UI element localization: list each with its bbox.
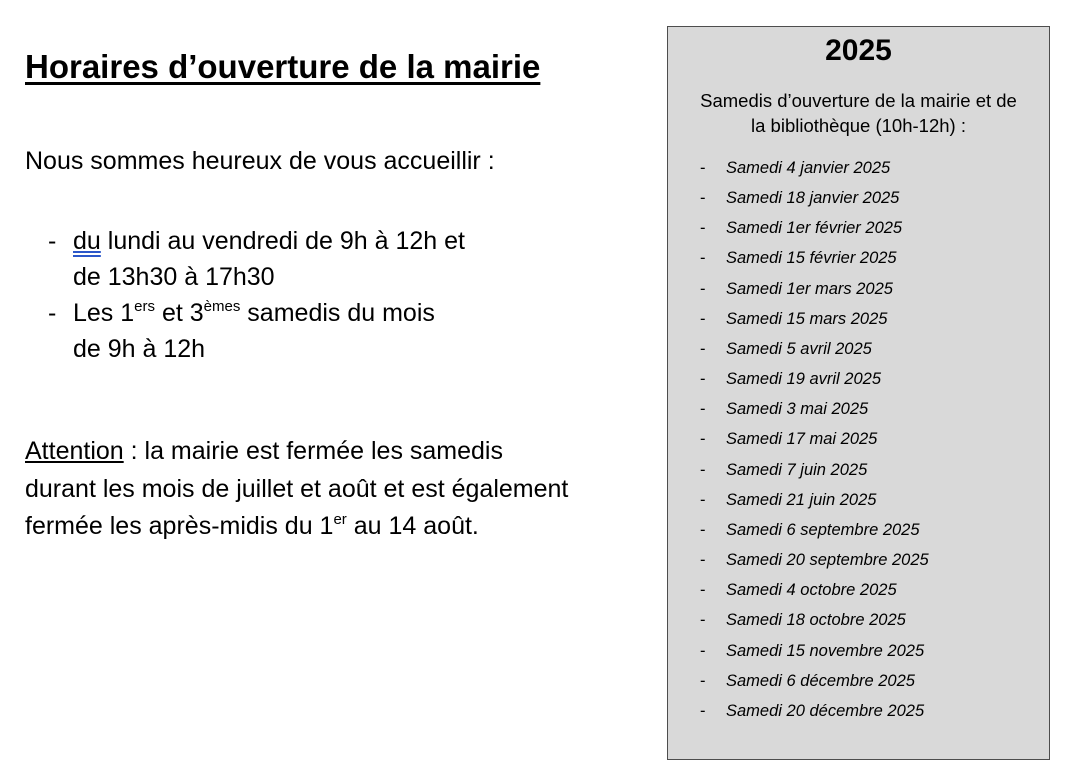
date-list-item: [700, 334, 929, 364]
date-text: Samedi 15 novembre 2025: [726, 641, 925, 660]
date-list-item: [700, 183, 929, 213]
date-list-item: [700, 394, 929, 424]
bullet-dash: -: [700, 400, 706, 419]
panel-subtitle-line2: la bibliothèque (10h-12h) :: [751, 115, 966, 136]
attention-line1: : la mairie est fermée les samedis: [123, 437, 503, 465]
date-text: Samedi 20 septembre 2025: [726, 551, 929, 570]
attention-line2: durant les mois de juillet et août et est également: [25, 474, 569, 503]
bullet-dash: -: [700, 430, 706, 449]
weekdays-line1-text: lundi au vendredi de 9h à 12h et: [100, 227, 465, 255]
bullet-dash: -: [700, 581, 706, 600]
bullet-dash: -: [700, 611, 706, 630]
bullet-dash: -: [700, 219, 706, 238]
saturdays-text-part1: Les 1: [73, 299, 135, 327]
date-text: Samedi 18 janvier 2025: [726, 189, 900, 208]
intro-text: Nous sommes heureux de vous accueillir :: [25, 147, 495, 175]
panel-year: 2025: [825, 34, 892, 67]
hours-item-weekdays-line2: de 13h30 à 17h30: [73, 263, 275, 291]
date-text: Samedi 4 janvier 2025: [726, 159, 891, 177]
date-text: Samedi 6 septembre 2025: [726, 520, 920, 539]
date-text: Samedi 7 juin 2025: [726, 460, 868, 479]
superscript-ers: ers: [134, 298, 156, 315]
date-text: Samedi 18 octobre 2025: [726, 611, 906, 630]
bullet-dash: -: [700, 671, 706, 690]
date-list-item: [700, 304, 929, 334]
hours-item-saturdays-line2: de 9h à 12h: [73, 335, 206, 363]
saturday-openings-panel: [667, 26, 1050, 760]
date-list-item: [700, 424, 929, 454]
bullet-dash: -: [700, 370, 706, 389]
saturdays-text-part3: samedis du mois: [240, 299, 435, 327]
date-list-item: [700, 274, 929, 304]
panel-subtitle-line1: Samedis d’ouverture de la mairie et de: [700, 90, 1017, 111]
hours-item-weekdays: [48, 223, 465, 295]
date-text: Samedi 4 octobre 2025: [726, 581, 897, 600]
date-text: Samedi 1er février 2025: [726, 219, 903, 238]
date-text: Samedi 15 mars 2025: [726, 309, 888, 328]
bullet-dash: -: [700, 701, 706, 720]
date-list-item: [700, 455, 929, 485]
date-list-item: [700, 575, 929, 605]
bullet-dash: -: [700, 339, 706, 358]
saturday-dates-list: [700, 153, 929, 726]
hours-item-saturdays: [48, 295, 465, 367]
date-text: Samedi 3 mai 2025: [726, 400, 869, 419]
attention-notice: [25, 433, 568, 546]
bullet-dash: -: [48, 227, 57, 255]
date-list-item: [700, 545, 929, 575]
date-list-item: [700, 636, 929, 666]
date-text: Samedi 17 mai 2025: [726, 430, 878, 449]
date-list-item: [700, 485, 929, 515]
date-list-item: [700, 515, 929, 545]
date-text: Samedi 21 juin 2025: [726, 490, 877, 509]
date-text: Samedi 5 avril 2025: [726, 339, 872, 358]
date-list-item: [700, 605, 929, 635]
bullet-dash: -: [700, 159, 706, 177]
date-text: Samedi 6 décembre 2025: [726, 671, 915, 690]
date-list-item: [700, 213, 929, 243]
bullet-dash: -: [700, 551, 706, 570]
date-text: Samedi 19 avril 2025: [726, 370, 882, 389]
superscript-er: er: [333, 511, 347, 528]
bullet-dash: -: [700, 249, 706, 268]
date-list-item: [700, 243, 929, 273]
bullet-dash: -: [700, 279, 706, 298]
hours-item-weekdays-line1: [73, 223, 465, 259]
date-list-item: [700, 666, 929, 696]
bullet-dash: -: [700, 490, 706, 509]
superscript-emes: èmes: [203, 298, 241, 315]
bullet-dash: -: [700, 309, 706, 328]
bullet-dash: -: [700, 520, 706, 539]
hours-item-saturdays-line1: [73, 295, 465, 331]
du-word: du: [73, 227, 101, 255]
bullet-dash: -: [700, 460, 706, 479]
date-text: Samedi 15 février 2025: [726, 249, 897, 268]
date-list-item: [700, 696, 929, 726]
date-list-item: [700, 153, 929, 183]
attention-line3-part1: fermée les après-midis du 1: [25, 512, 334, 540]
date-list-item: [700, 364, 929, 394]
date-text: Samedi 1er mars 2025: [726, 279, 893, 298]
attention-label: Attention: [25, 437, 124, 465]
saturdays-text-part2: et 3: [155, 299, 204, 327]
bullet-dash: -: [48, 299, 57, 327]
panel-subtitle: [678, 88, 1039, 138]
date-text: Samedi 20 décembre 2025: [726, 701, 925, 720]
bullet-dash: -: [700, 189, 706, 208]
attention-line3-part2: au 14 août.: [346, 512, 479, 540]
opening-hours-list: [48, 223, 465, 367]
page-title: Horaires d’ouverture de la mairie: [25, 48, 541, 85]
bullet-dash: -: [700, 641, 706, 660]
